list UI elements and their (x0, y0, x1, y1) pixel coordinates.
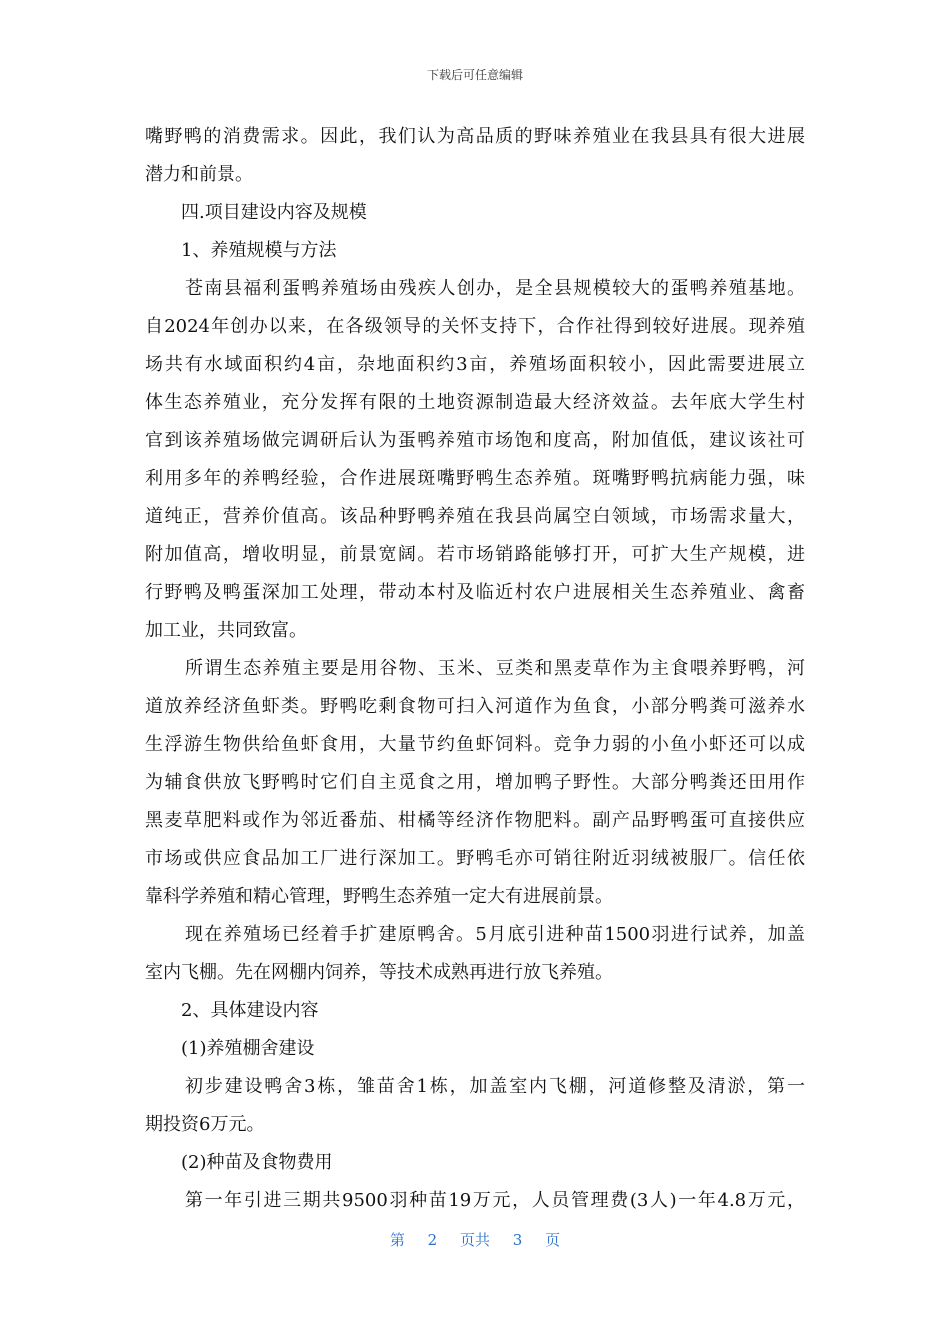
line-text: 自2024年创办以来，在各级领导的关怀支持下，合作社得到较好进展。现养殖 (145, 316, 805, 337)
line-text: 市场或供应食品加工厂进行深加工。野鸭毛亦可销往附近羽绒被服厂。信任依 (145, 848, 805, 869)
line-text: 嘴野鸭的消费需求。因此，我们认为高品质的野味养殖业在我县具有很大进展 (145, 126, 805, 147)
text-line (145, 802, 805, 840)
subsection-heading (145, 992, 805, 1030)
line-text: 体生态养殖业，充分发挥有限的土地资源制造最大经济效益。去年底大学生村 (145, 392, 805, 413)
line-text: 靠科学养殖和精心管理，野鸭生态养殖一定大有进展前景。 (145, 886, 613, 907)
text-line (145, 156, 805, 194)
line-text: 现在养殖场已经着手扩建原鸭舍。5月底引进种苗1500羽进行试养，加盖 (185, 924, 805, 945)
heading-text: 1、养殖规模与方法 (181, 240, 337, 261)
document-body (145, 118, 805, 1220)
line-text: 初步建设鸭舍3栋，雏苗舍1栋，加盖室内飞棚，河道修整及清淤，第一 (185, 1076, 805, 1097)
line-text: 苍南县福利蛋鸭养殖场由残疾人创办，是全县规模较大的蛋鸭养殖基地。 (185, 278, 805, 299)
text-line (145, 840, 805, 878)
footer-ye: 页 (545, 1231, 561, 1249)
section-heading (145, 194, 805, 232)
text-line (145, 726, 805, 764)
text-line (145, 460, 805, 498)
line-text: 官到该养殖场做完调研后认为蛋鸭养殖市场饱和度高，附加值低，建议该社可 (145, 430, 805, 451)
subsection-heading (145, 1030, 805, 1068)
text-line (145, 1106, 805, 1144)
subsection-heading (145, 232, 805, 270)
footer-page-number: 2 (427, 1231, 438, 1249)
text-line (145, 688, 805, 726)
line-text: 为辅食供放飞野鸭时它们自主觅食之用，增加鸭子野性。大部分鸭粪还田用作 (145, 772, 805, 793)
text-line (145, 574, 805, 612)
line-text: 室内飞棚。先在网棚内饲养，等技术成熟再进行放飞养殖。 (145, 962, 613, 983)
line-text: 道放养经济鱼虾类。野鸭吃剩食物可扫入河道作为鱼食，小部分鸭粪可滋养水 (145, 696, 805, 717)
heading-text: (2)种苗及食物费用 (181, 1152, 333, 1173)
line-text: 道纯正，营养价值高。该品种野鸭养殖在我县尚属空白领域，市场需求量大， (145, 506, 805, 527)
text-line (145, 308, 805, 346)
text-line (145, 612, 805, 650)
text-line (145, 1068, 805, 1106)
line-text: 期投资6万元。 (145, 1114, 265, 1135)
text-line (145, 878, 805, 916)
heading-text: 2、具体建设内容 (181, 1000, 319, 1021)
line-text: 第一年引进三期共9500羽种苗19万元，人员管理费(3人)一年4.8万元， (185, 1190, 805, 1211)
text-line (145, 422, 805, 460)
heading-text: (1)养殖棚舍建设 (181, 1038, 315, 1059)
text-line (145, 916, 805, 954)
subsection-heading (145, 1144, 805, 1182)
line-text: 加工业，共同致富。 (145, 620, 307, 641)
text-line (145, 650, 805, 688)
line-text: 行野鸭及鸭蛋深加工处理，带动本村及临近村农户进展相关生态养殖业、禽畜 (145, 582, 805, 603)
page-footer (0, 1229, 950, 1250)
heading-text: 四.项目建设内容及规模 (181, 202, 367, 223)
footer-total-pages: 3 (512, 1231, 523, 1249)
text-line (145, 384, 805, 422)
line-text: 利用多年的养鸭经验，合作进展斑嘴野鸭生态养殖。斑嘴野鸭抗病能力强，味 (145, 468, 805, 489)
line-text: 所谓生态养殖主要是用谷物、玉米、豆类和黑麦草作为主食喂养野鸭，河 (185, 658, 805, 679)
footer-ye-gong: 页共 (459, 1231, 490, 1249)
text-line (145, 764, 805, 802)
text-line (145, 498, 805, 536)
footer-di: 第 (389, 1231, 405, 1249)
line-text: 黑麦草肥料或作为邻近番茄、柑橘等经济作物肥料。副产品野鸭蛋可直接供应 (145, 810, 805, 831)
line-text: 潜力和前景。 (145, 164, 253, 185)
text-line (145, 118, 805, 156)
line-text: 场共有水域面积约4亩，杂地面积约3亩，养殖场面积较小，因此需要进展立 (145, 354, 805, 375)
text-line (145, 346, 805, 384)
text-line (145, 270, 805, 308)
line-text: 附加值高，增收明显，前景宽阔。若市场销路能够打开，可扩大生产规模，进 (145, 544, 805, 565)
page-header: 下载后可任意编辑 (426, 68, 523, 82)
text-line (145, 954, 805, 992)
text-line (145, 536, 805, 574)
line-text: 生浮游生物供给鱼虾食用，大量节约鱼虾饲料。竞争力弱的小鱼小虾还可以成 (145, 734, 805, 755)
text-line (145, 1182, 805, 1220)
